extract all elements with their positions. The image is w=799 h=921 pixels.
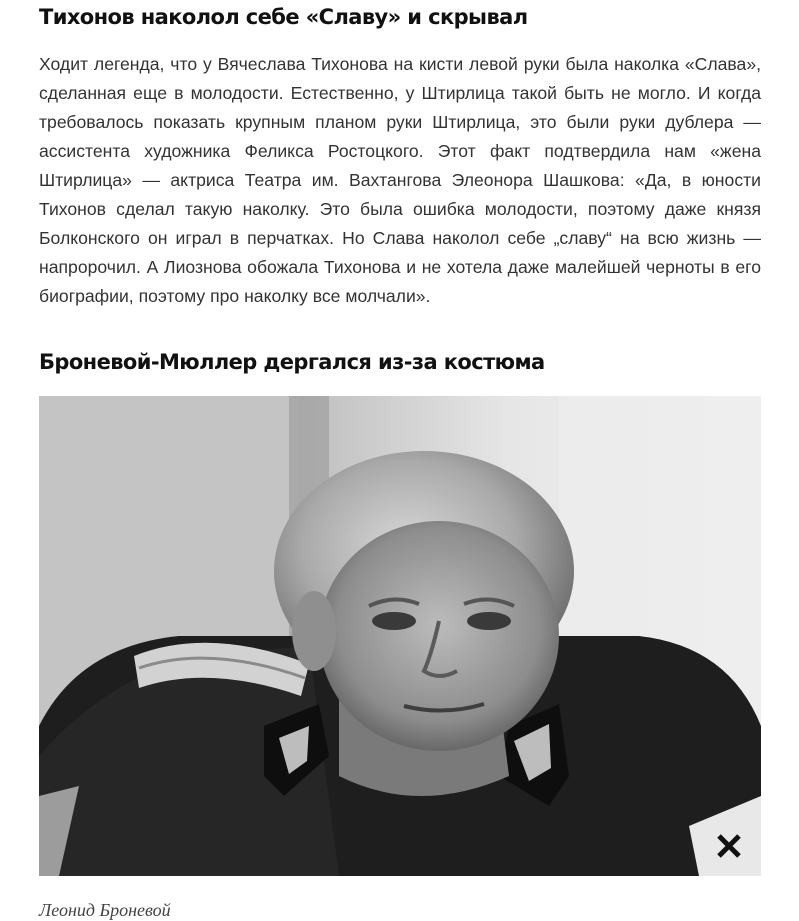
section-heading-tikhonov: Тихонов наколол себе «Славу» и скрывал [39, 5, 528, 29]
article-paragraph: Ходит легенда, что у Вячеслава Тихонова на кисти левой руки была наколка «Слава», сделанная еще в молодости. Естественно, у Штирлица такой быть не могло. И когда требовалось показать крупным планом руки Штирлица, это были руки дублера — ассистента художника Феликса Ростоцкого. Этот факт подтвердила нам «жена Штирлица» — актриса Театра им. Вахтангова Элеонора Шашкова: «Да, в юности Тихонов сделал такую наколку. Это была ошибка молодости, поэтому даже князя Болконского он играл в перчатках. Но Слава наколол себе „славу“ на всю жизнь — напророчил. А Лиознова обожала Тихонова и не хотела даже малейшей черноты в его биографии, поэтому про наколку все молчали». [39, 54, 761, 306]
section-heading-bronevoy: Броневой-Мюллер дергался из-за костюма [39, 350, 545, 374]
article-photo[interactable] [39, 396, 761, 876]
article [39, 0, 761, 921]
photo-caption: Леонид Броневой [39, 900, 171, 920]
